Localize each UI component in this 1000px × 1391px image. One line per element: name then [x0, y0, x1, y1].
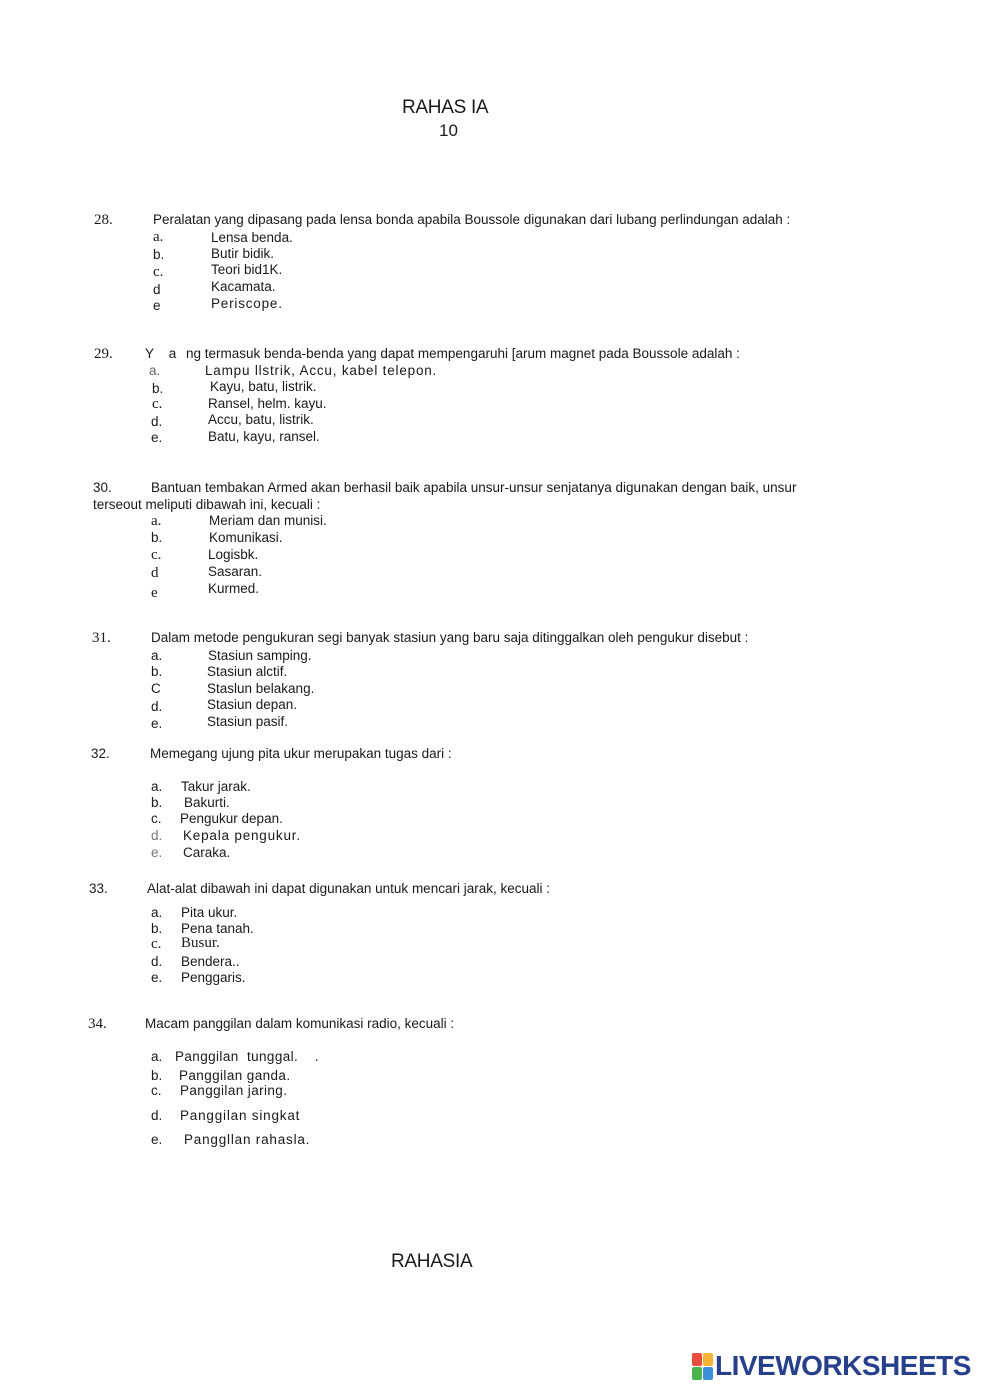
option-text: Penggaris.: [181, 970, 246, 985]
option-letter: c.: [151, 1083, 162, 1098]
option-text: Lampu llstrik, Accu, kabel telepon.: [205, 363, 438, 378]
option-text: Butir bidik.: [211, 246, 275, 261]
option-text: Stasiun samping.: [208, 648, 312, 663]
option-text: Sasaran.: [208, 564, 263, 579]
option-letter: e.: [151, 970, 163, 985]
option-text: Bakurti.: [184, 795, 230, 810]
option-text: Kepala pengukur.: [183, 828, 301, 843]
option-text: Komunikasi.: [209, 530, 283, 545]
question-number: 33.: [89, 881, 108, 896]
option-text: Pita ukur.: [181, 905, 238, 920]
option-letter: d: [153, 282, 161, 297]
question-text: ng termasuk benda-benda yang dapat mempengaruhi [arum magnet pada Boussole adalah :: [186, 346, 740, 361]
option-text: Busur.: [181, 935, 220, 951]
question-text: Memegang ujung pita ukur merupakan tugas dari :: [150, 746, 452, 761]
option-letter: d.: [151, 414, 163, 429]
option-text: Caraka.: [183, 845, 231, 860]
question-text: Macam panggilan dalam komunikasi radio, kecuali :: [145, 1016, 455, 1031]
option-text: Staslun belakang.: [207, 681, 315, 696]
option-text: Panggilan ganda.: [179, 1068, 291, 1083]
option-text: Periscope.: [211, 296, 283, 311]
option-letter: c.: [152, 396, 163, 412]
option-letter: d.: [151, 1108, 163, 1123]
option-letter: b.: [151, 664, 163, 679]
option-text: Stasiun pasif.: [207, 714, 289, 729]
question-text-prefix: Y a: [145, 346, 177, 361]
option-text: Panggilan tunggal. .: [175, 1049, 319, 1064]
option-letter: a.: [151, 1049, 163, 1064]
question-text: Dalam metode pengukuran segi banyak stasiun yang baru saja ditinggalkan oleh pengukur disebut :: [151, 630, 749, 645]
page-number: 10: [439, 121, 458, 140]
option-letter: d.: [151, 828, 163, 843]
option-text: Teori bid1K.: [211, 262, 283, 277]
option-letter: b.: [152, 381, 164, 396]
option-letter: c.: [151, 811, 162, 826]
option-letter: c.: [151, 936, 162, 952]
question-text-line2: terseout meliputi dibawah ini, kecuali :: [93, 497, 321, 512]
option-text: Panggilan singkat: [180, 1108, 301, 1123]
liveworksheets-logo-icon: [692, 1353, 712, 1379]
option-text: Accu, batu, listrik.: [208, 412, 314, 427]
question-number: 30.: [93, 480, 112, 495]
option-text: Pena tanah.: [181, 921, 254, 936]
liveworksheets-logo: [692, 1351, 971, 1381]
option-letter: e: [151, 585, 158, 601]
option-text: Kurmed.: [208, 581, 260, 596]
option-text: Bendera..: [181, 954, 240, 969]
option-letter: a.: [151, 779, 163, 794]
question-number: 34.: [88, 1016, 107, 1032]
option-text: Ransel, helm. kayu.: [208, 396, 327, 411]
option-text: Lensa benda.: [211, 230, 293, 245]
option-text: Stasiun depan.: [207, 697, 298, 712]
option-text: Pengukur depan.: [180, 811, 283, 826]
option-letter: b.: [151, 921, 163, 936]
option-letter: e.: [151, 716, 163, 731]
liveworksheets-logo-text: LIVEWORKSHEETS: [715, 1350, 971, 1381]
option-letter: c.: [151, 547, 162, 563]
option-letter: C: [151, 681, 161, 696]
option-letter: b.: [151, 1068, 163, 1083]
option-letter: b.: [151, 530, 163, 545]
page-header-title: RAHAS IA: [402, 97, 489, 118]
option-text: Batu, kayu, ransel.: [208, 429, 320, 444]
page-footer-label: RAHASIA: [391, 1251, 473, 1272]
question-number: 28.: [94, 212, 113, 228]
option-text: Panggilan jaring.: [180, 1083, 288, 1098]
option-letter: a.: [151, 648, 163, 663]
option-letter: b.: [151, 795, 163, 810]
option-letter: a.: [151, 513, 162, 529]
question-number: 32.: [91, 746, 110, 761]
option-letter: c.: [153, 264, 164, 280]
option-text: Stasiun alctif.: [207, 664, 288, 679]
option-text: Takur jarak.: [181, 779, 251, 794]
question-text: Peralatan yang dipasang pada lensa bonda apabila Boussole digunakan dari lubang perlindungan adalah :: [153, 212, 791, 227]
option-letter: d.: [151, 699, 163, 714]
option-letter: a.: [151, 905, 163, 920]
option-letter: e.: [151, 845, 163, 860]
option-text: Meriam dan munisi.: [209, 513, 327, 528]
question-number: 31.: [92, 630, 111, 646]
option-letter: a.: [149, 363, 161, 378]
option-text: Panggllan rahasla.: [184, 1132, 311, 1147]
option-letter: e: [153, 298, 161, 313]
option-letter: a.: [153, 229, 164, 245]
option-text: Logisbk.: [208, 547, 259, 562]
option-letter: b.: [153, 247, 165, 262]
option-letter: d: [151, 565, 159, 581]
option-letter: e.: [151, 1132, 163, 1147]
option-letter: d.: [151, 954, 163, 969]
option-text: Kayu, batu, listrik.: [210, 379, 317, 394]
option-text: Kacamata.: [211, 279, 276, 294]
question-text: Alat-alat dibawah ini dapat digunakan untuk mencari jarak, kecuali :: [147, 881, 550, 896]
question-number: 29.: [94, 346, 113, 362]
option-letter: e.: [151, 430, 163, 445]
question-text: Bantuan tembakan Armed akan berhasil baik apabila unsur-unsur senjatanya digunakan dengan baik, unsur: [151, 480, 797, 495]
